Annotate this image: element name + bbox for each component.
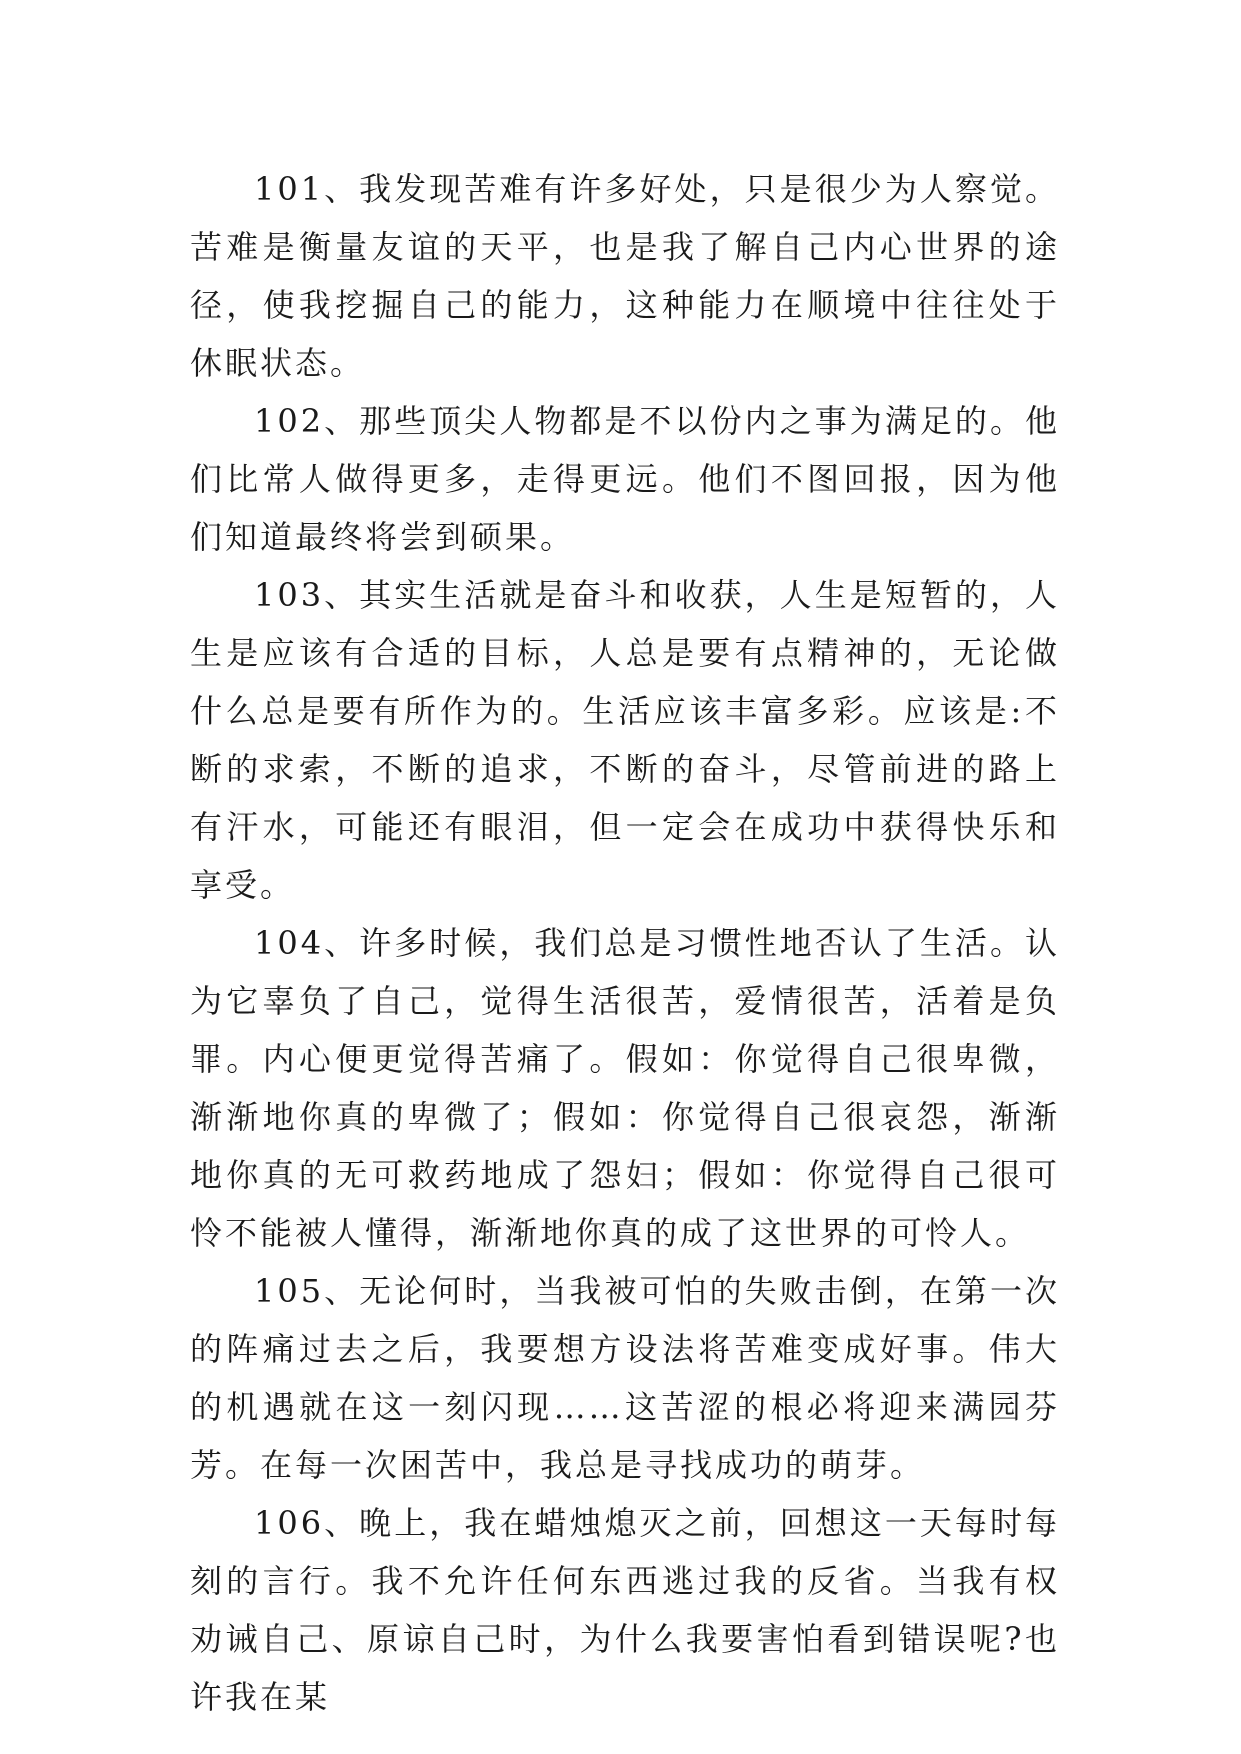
paragraph-101: 101、我发现苦难有许多好处，只是很少为人察觉。苦难是衡量友谊的天平，也是我了解自己内心世界的途径，使我挖掘自己的能力，这种能力在顺境中往往处于休眠状态。	[190, 170, 1060, 382]
paragraph-102: 102、那些顶尖人物都是不以份内之事为满足的。他们比常人做得更多，走得更远。他们不图回报，因为他们知道最终将尝到硕果。	[190, 402, 1060, 556]
paragraph-104: 104、许多时候，我们总是习惯性地否认了生活。认为它辜负了自己，觉得生活很苦，爱情很苦，活着是负罪。内心便更觉得苦痛了。假如：你觉得自己很卑微，渐渐地你真的卑微了；假如：你觉得自己很哀怨，渐渐地你真的无可救药地成了怨妇；假如：你觉得自己很可怜不能被人懂得，渐渐地你真的成了这世界的可怜人。	[190, 924, 1060, 1252]
paragraph-105: 105、无论何时，当我被可怕的失败击倒，在第一次的阵痛过去之后，我要想方设法将苦难变成好事。伟大的机遇就在这一刻闪现……这苦涩的根必将迎来满园芬芳。在每一次困苦中，我总是寻找成功的萌芽。	[190, 1272, 1060, 1484]
paragraph-106: 106、晚上，我在蜡烛熄灭之前，回想这一天每时每刻的言行。我不允许任何东西逃过我的反省。当我有权劝诫自己、原谅自己时，为什么我要害怕看到错误呢?也许我在某	[190, 1504, 1060, 1716]
paragraph-103: 103、其实生活就是奋斗和收获，人生是短暂的，人生是应该有合适的目标，人总是要有点精神的，无论做什么总是要有所作为的。生活应该丰富多彩。应该是:不断的求索，不断的追求，不断的奋斗，尽管前进的路上有汗水，可能还有眼泪，但一定会在成功中获得快乐和享受。	[190, 576, 1060, 904]
document-body	[190, 160, 1060, 1726]
